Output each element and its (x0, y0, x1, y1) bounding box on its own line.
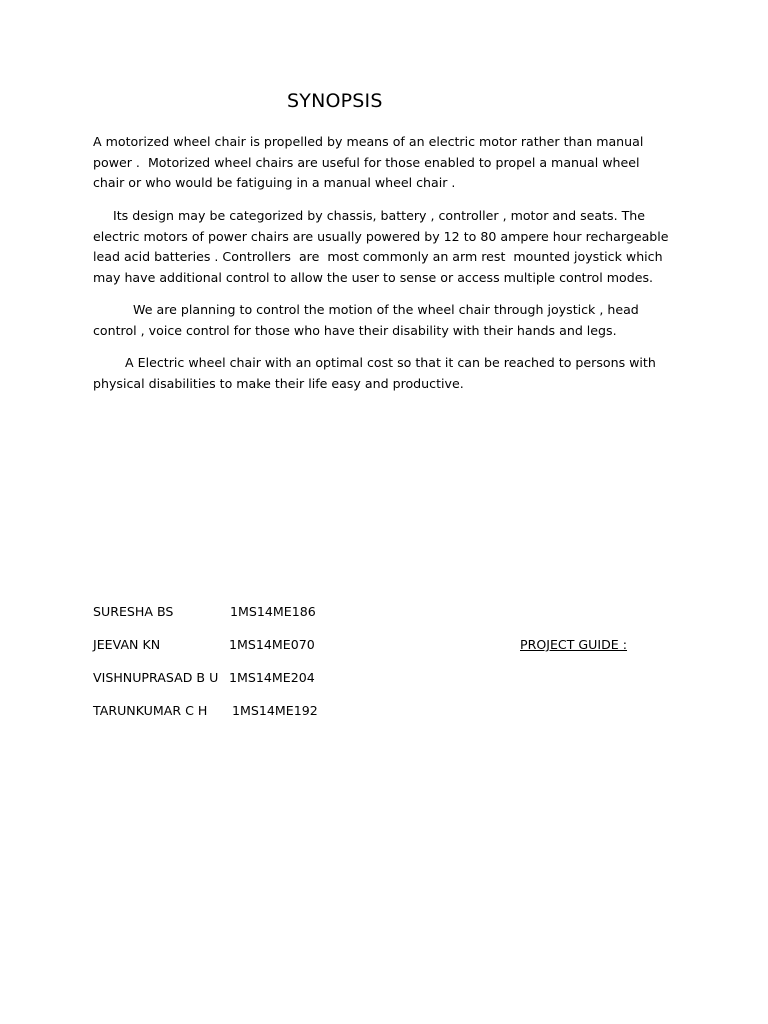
team-member-usn: 1MS14ME204 (229, 670, 315, 685)
project-guide-label: PROJECT GUIDE : (520, 637, 628, 652)
paragraph-line: chair or who would be fatiguing in a manual wheel chair . (93, 175, 456, 191)
paragraph-line: power . Motorized wheel chairs are useful for those enabled to propel a manual wheel (93, 154, 640, 170)
paragraph-line: control , voice control for those who have their disability with their hands and legs. (93, 322, 617, 338)
paragraph-line: Its design may be categorized by chassis, battery , controller , motor and seats. The (93, 208, 646, 223)
paragraph-line: We are planning to control the motion of the wheel chair through joystick , head (93, 302, 639, 317)
paragraph-line: electric motors of power chairs are usually powered by 12 to 80 ampere hour rechargeable (93, 228, 669, 244)
paragraph-line: A Electric wheel chair with an optimal cost so that it can be reached to persons with (93, 355, 656, 370)
paragraph-line: A motorized wheel chair is propelled by means of an electric motor rather than manual (93, 134, 644, 149)
synopsis-paragraph-1 (93, 132, 673, 194)
synopsis-paragraph-2 (93, 206, 673, 289)
synopsis-paragraph-4 (93, 353, 673, 394)
paragraph-line: lead acid batteries . Controllers are most commonly an arm rest mounted joystick which (93, 249, 663, 265)
document-title: SYNOPSIS (287, 90, 383, 112)
paragraph-line: may have additional control to allow the user to sense or access multiple control modes. (93, 270, 654, 286)
paragraph-line: physical disabilities to make their life easy and productive. (93, 375, 464, 391)
team-member-usn: 1MS14ME070 (229, 637, 315, 652)
team-member-name: TARUNKUMAR C H (93, 703, 208, 718)
team-member-usn: 1MS14ME186 (230, 604, 316, 619)
synopsis-paragraph-3 (93, 300, 673, 341)
team-member-name: JEEVAN KN (93, 637, 161, 652)
team-member-name: SURESHA BS (93, 604, 174, 619)
team-member-usn: 1MS14ME192 (232, 703, 318, 718)
team-member-name: VISHNUPRASAD B U (93, 670, 219, 685)
